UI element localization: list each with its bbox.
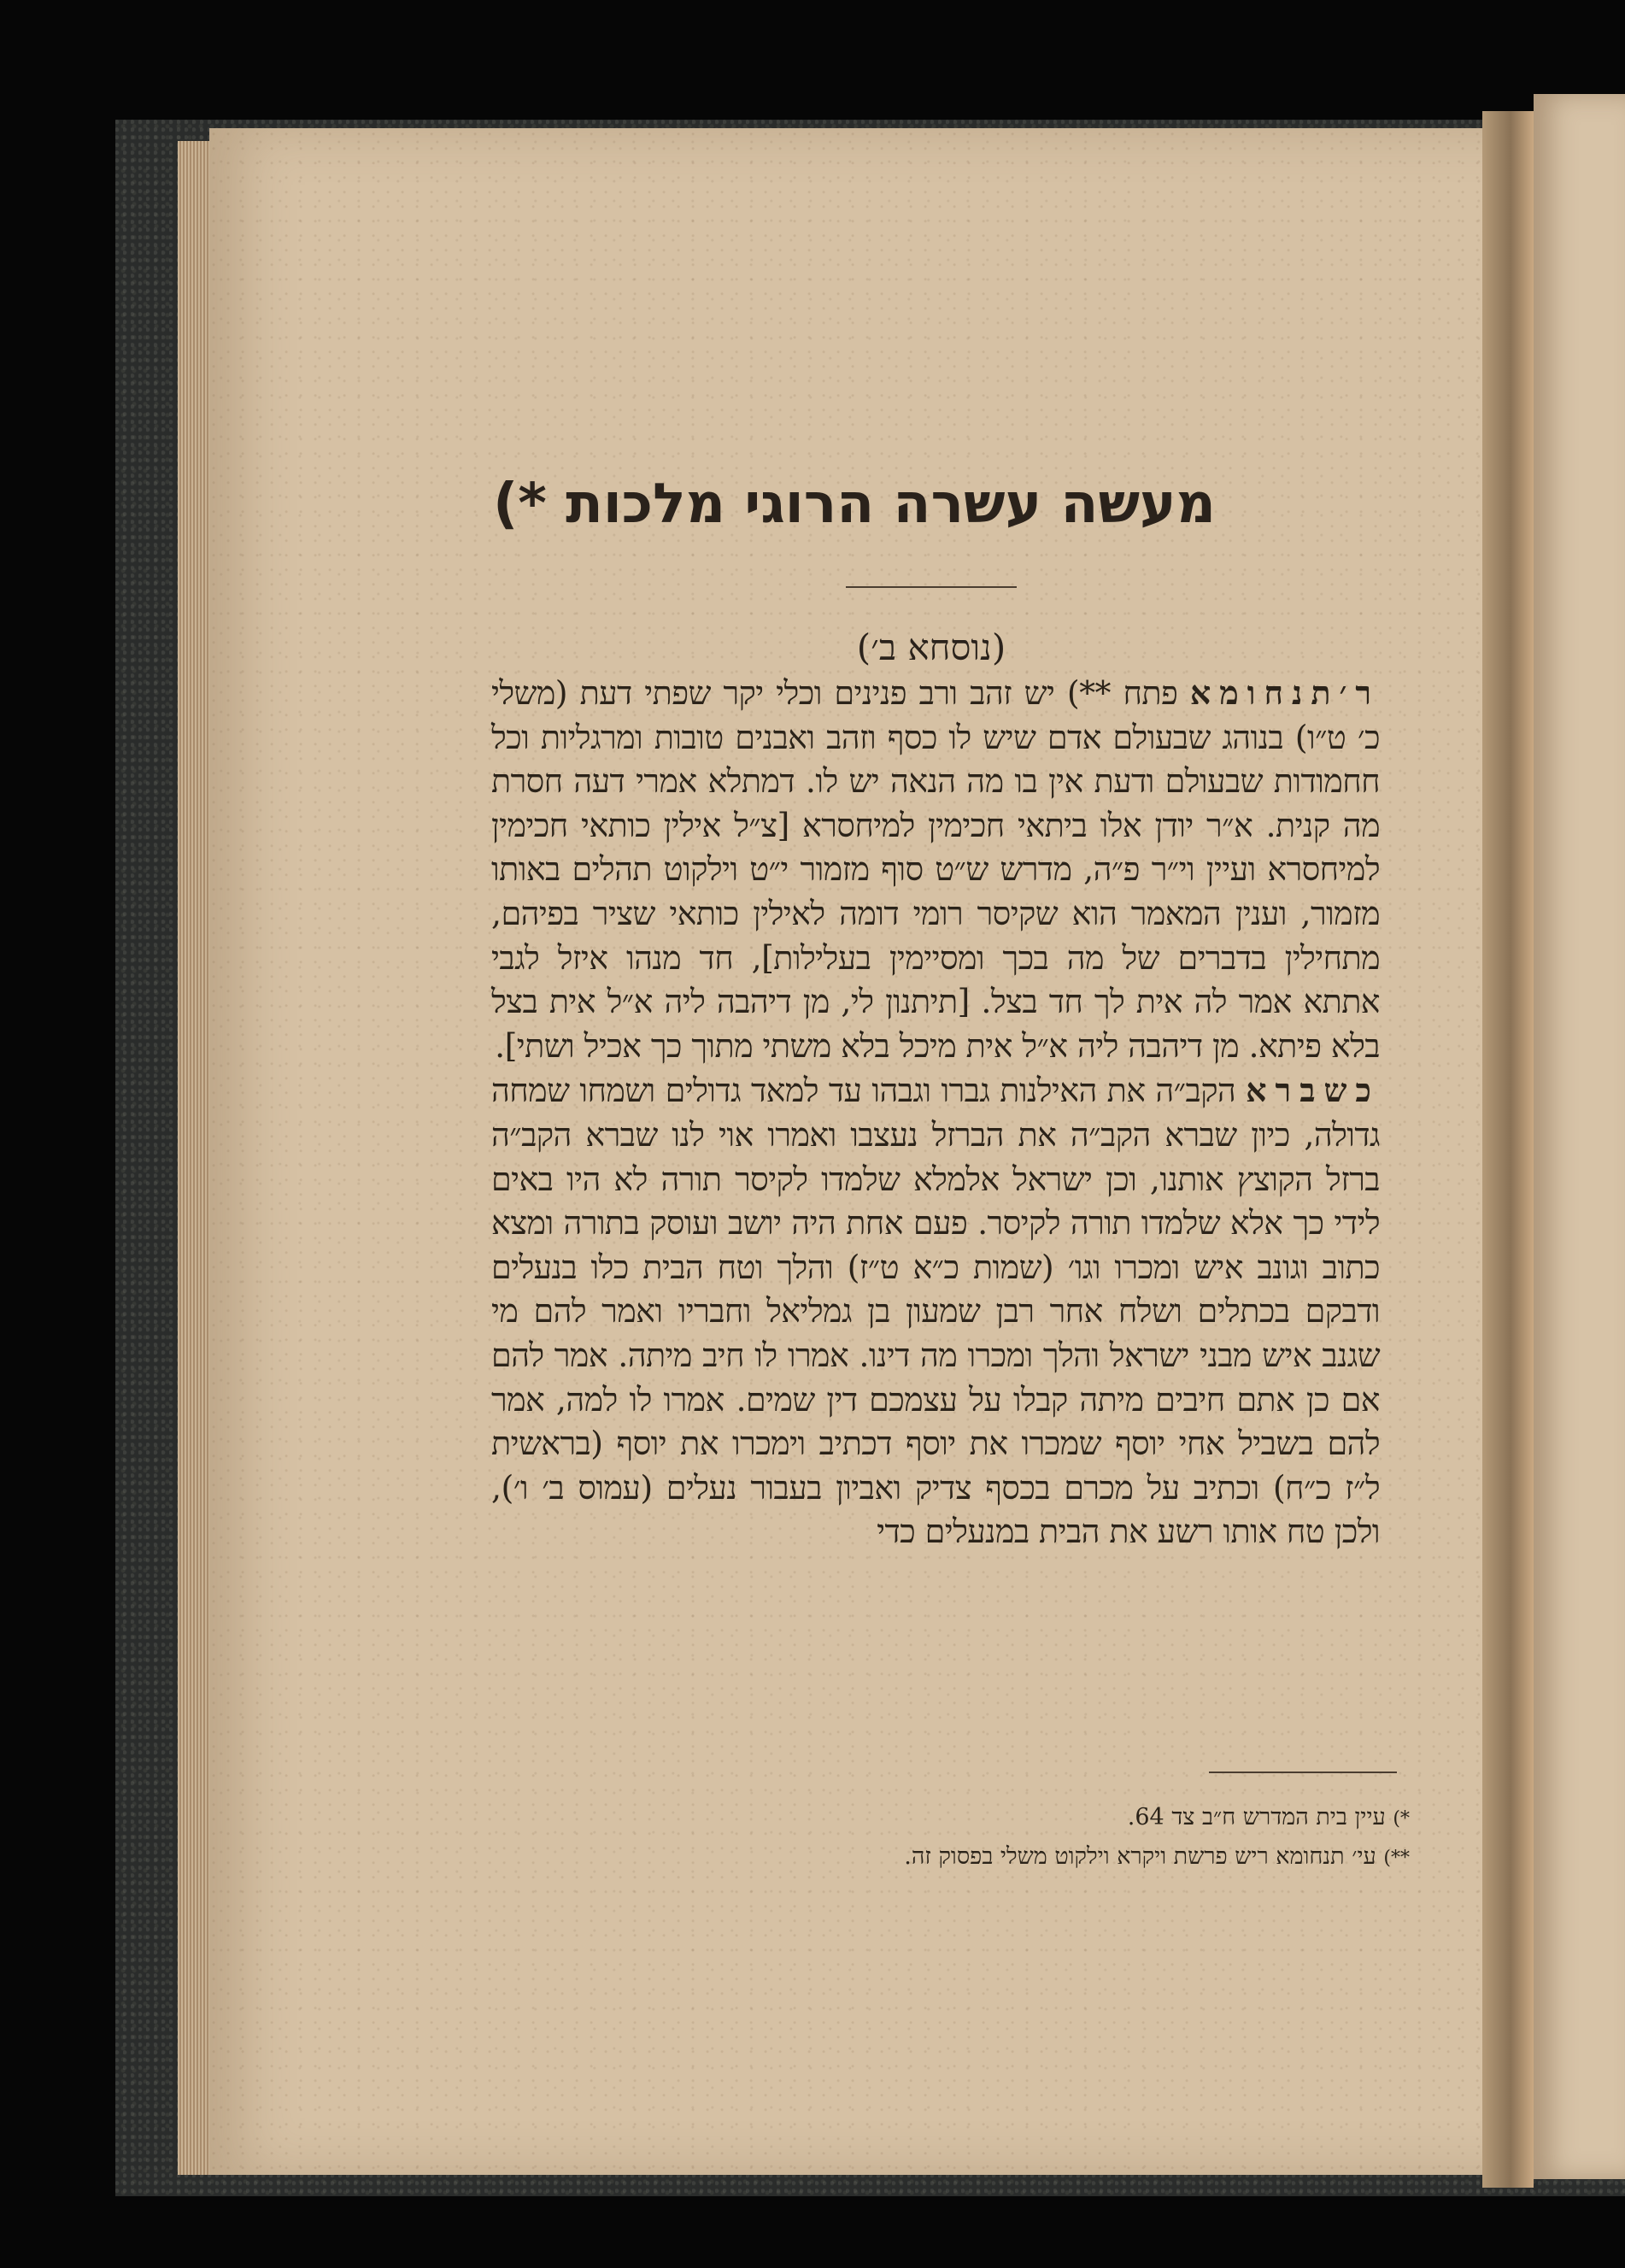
paragraph-1: [491, 671, 1380, 1068]
paragraph-1-text: פתח **) יש זהב ורב פנינים וכלי יקר שפתי דעת (משלי כ׳ ט״ו) בנוהג שבעולם אדם שיש לו כסף וזהב ואבנים טובות ומרגליות וכל חחמודות שבעולם ודעת אין בו מה הנאה יש לו. דמתלא אמרי דעה חסרת מה קנית. א״ר יודן אלו ביתאי חכימין למיחסרא [צ״ל אילין כותאי חכימין למיחסרא ועיין וי״ר פ״ה, מדרש ש״ט סוף מזמור י״ט וילקוט תהלים באותו מזמור, וענין המאמר הוא שקיסר רומי דומה לאילין כותאי שציר בפיהם, מתחילין בדברים של מה בכך ומסיימין בעלילות], חד מנהו איזל לגבי אתתא אמר לה אית לך חד בצל. [תיתנון לי, מן דיהבה ליה א״ל אית בצל בלא פיתא. מן דיהבה ליה א״ל אית מיכל בלא משתי מתוך כך אכיל ושתי].: [491, 674, 1380, 1065]
footnote-1-mark: *): [1393, 1808, 1410, 1830]
facing-page: [1534, 94, 1625, 2179]
body-text: [491, 671, 1380, 1554]
paragraph-2-lead: כשברא: [1246, 1071, 1380, 1110]
footnote-divider: [1209, 1772, 1397, 1773]
footnote-2-mark: **): [1383, 1848, 1410, 1869]
paragraph-2: [491, 1068, 1380, 1554]
footnote-1-text: עיין בית המדרש ח״ב צד 64.: [1127, 1804, 1386, 1830]
book-gutter: [1482, 111, 1534, 2188]
page-subtitle: (נוסחא ב׳): [856, 626, 1006, 668]
title-divider: [846, 586, 1017, 588]
footnote-2: [752, 1838, 1410, 1877]
paragraph-2-text: הקב״ה את האילנות גברו וגבהו עד למאד גדולים ושמחו שמחה גדולה, כיון שברא הקב״ה את הברזל נעצבו ואמרו אוי לנו שברא הקב״ה ברזל הקוצץ אותנו, וכן ישראל אלמלא שלמדו לקיסר תורה לא היו באים לידי כך אלא שלמדו תורה לקיסר. פעם אחת היה יושב ועוסק בתורה ומצא כתוב וגונב איש ומכרו וגו׳ (שמות כ״א ט״ז) והלך וטח הבית כלו בנעלים ודבקם בכתלים ושלח אחר רבן שמעון בן גמליאל וחבריו ואמר להם מי שגנב איש מבני ישראל והלך ומכרו מה דינו. אמרו לו חיב מיתה. אמר להם אם כן אתם חיבים מיתה קבלו על עצמכם דין שמים. אמרו לו למה, אמר להם בשביל אחי יוסף שמכרו את יוסף דכתיב וימכרו את יוסף (בראשית ל״ז כ״ח) וכתיב על מכרם בכסף צדיק ואביון בעבור נעלים (עמוס ב׳ ו׳), ולכן טח אותו רשע את הבית במנעלים כדי: [491, 1072, 1380, 1551]
footnotes: [752, 1799, 1410, 1877]
page-title: מעשה עשרה הרוגי מלכות *): [493, 473, 1216, 536]
footnote-1: [752, 1799, 1410, 1838]
paragraph-1-lead: ר׳תנחומא: [1189, 673, 1380, 712]
footnote-2-text: עי׳ תנחומא ריש פרשת ויקרא וילקוט משלי בפסוק זה.: [904, 1843, 1376, 1870]
